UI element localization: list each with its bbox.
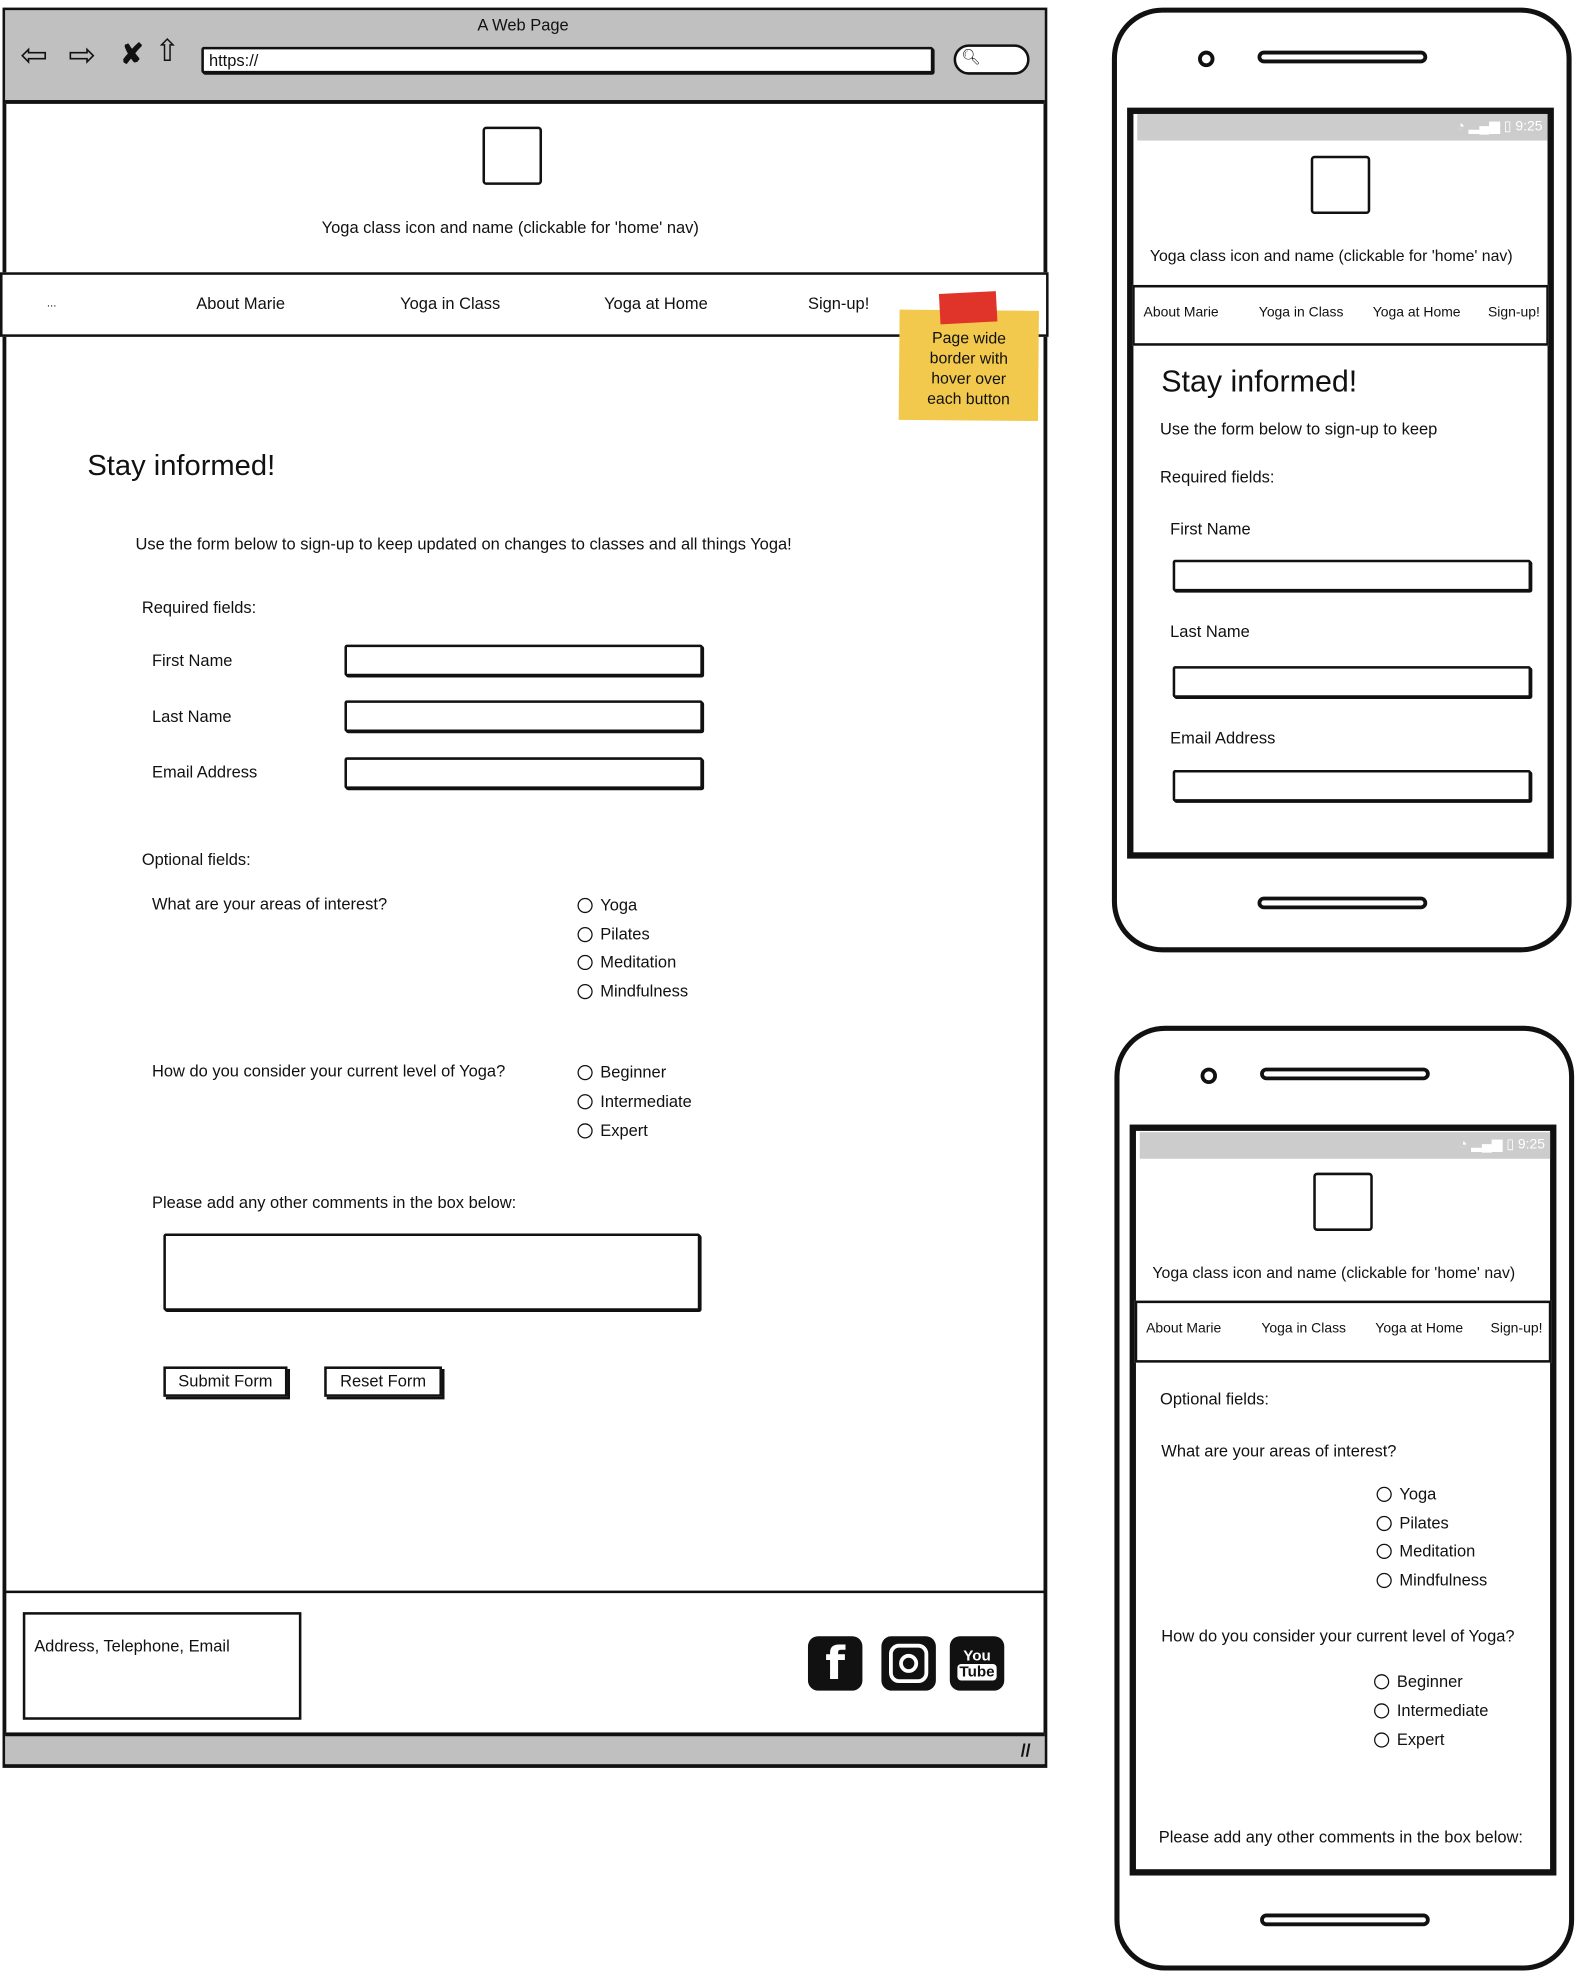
sticky-note — [899, 310, 1039, 421]
level-question: How do you consider your current level of Yoga? — [151, 1061, 506, 1081]
wifi-signal-battery-icons: ◔ ▂▄▆ ▯ — [1456, 119, 1516, 135]
status-bar: ◔ ▂▄▆ ▯ 9:25 — [1137, 114, 1547, 141]
first-name-input[interactable] — [344, 645, 702, 677]
reset-form-button[interactable]: Reset Form — [324, 1366, 442, 1396]
home-icon[interactable]: ⇧ — [154, 34, 180, 69]
search-icon: 🔍︎ — [961, 48, 981, 66]
mobile-email-input[interactable] — [1173, 770, 1531, 802]
footer-divider — [5, 1591, 1045, 1594]
mobile-nav-bar — [1135, 1301, 1552, 1363]
site-logo[interactable] — [482, 127, 542, 185]
email-input[interactable] — [344, 757, 702, 789]
comments-label: Please add any other comments in the box below: — [151, 1192, 517, 1212]
first-name-label: First Name — [151, 650, 233, 670]
page-heading: Stay informed! — [87, 448, 276, 482]
nav-bar — [0, 272, 1049, 337]
mobile-nav-yoga-in-class[interactable]: Yoga in Class — [1258, 305, 1344, 321]
sticky-note-text: Page wide border with hover over each button — [927, 328, 1010, 409]
last-name-input[interactable] — [344, 700, 702, 732]
mobile-level-radio-beginner[interactable]: Beginner — [1374, 1672, 1463, 1691]
url-bar[interactable]: https:// — [201, 47, 933, 74]
stop-icon[interactable]: ✘ — [120, 37, 144, 70]
comments-textarea[interactable] — [163, 1233, 700, 1310]
mobile-first-name-input[interactable] — [1173, 560, 1531, 592]
mobile-nav-yoga-at-home[interactable]: Yoga at Home — [1372, 305, 1461, 321]
status-bar: ◔ ▂▄▆ ▯ 9:25 — [1140, 1132, 1550, 1159]
mobile-first-name-label: First Name — [1170, 519, 1251, 539]
mobile-site-logo[interactable] — [1313, 1173, 1373, 1231]
phone-camera-icon — [1198, 51, 1214, 67]
mobile-site-logo[interactable] — [1311, 156, 1371, 214]
mobile-nav-about-marie[interactable]: About Marie — [1143, 305, 1219, 321]
email-label: Email Address — [151, 762, 258, 782]
mobile-nav-yoga-at-home[interactable]: Yoga at Home — [1375, 1320, 1464, 1337]
back-icon[interactable]: ⇦ — [20, 35, 48, 74]
mobile-level-radio-intermediate[interactable]: Intermediate — [1374, 1701, 1488, 1720]
interest-radio-mindfulness[interactable]: Mindfulness — [577, 981, 688, 1000]
mobile-email-label: Email Address — [1170, 728, 1276, 748]
mobile-page-heading: Stay informed! — [1161, 364, 1358, 399]
interest-radio-yoga[interactable]: Yoga — [577, 895, 637, 914]
mobile-nav-sign-up[interactable]: Sign-up! — [1488, 305, 1540, 321]
mobile-nav-about-marie[interactable]: About Marie — [1146, 1320, 1222, 1337]
mobile-interest-radio-pilates[interactable]: Pilates — [1377, 1513, 1449, 1532]
optional-fields-label: Optional fields: — [141, 849, 251, 869]
nav-sign-up[interactable]: Sign-up! — [807, 293, 870, 313]
phone-speaker-icon — [1258, 51, 1428, 64]
mobile-site-title[interactable]: Yoga class icon and name (clickable for 'home' nav) — [1149, 246, 1513, 265]
interest-radio-pilates[interactable]: Pilates — [577, 924, 649, 943]
mobile-nav-sign-up[interactable]: Sign-up! — [1490, 1320, 1543, 1337]
submit-form-button[interactable]: Submit Form — [163, 1366, 287, 1396]
mobile-interest-question: What are your areas of interest? — [1161, 1441, 1397, 1461]
phone-speaker-icon — [1260, 1068, 1430, 1081]
interest-radio-meditation[interactable]: Meditation — [577, 952, 676, 971]
level-radio-expert[interactable]: Expert — [577, 1121, 647, 1140]
forward-icon[interactable]: ⇨ — [68, 35, 96, 74]
mobile-nav-yoga-in-class[interactable]: Yoga in Class — [1261, 1320, 1347, 1337]
mobile-comments-label: Please add any other comments in the box below: — [1158, 1827, 1524, 1847]
browser-statusbar — [5, 1732, 1045, 1764]
mobile-interest-radio-mindfulness[interactable]: Mindfulness — [1377, 1570, 1488, 1589]
mobile-level-radio-expert[interactable]: Expert — [1374, 1730, 1444, 1749]
phone-camera-icon — [1201, 1068, 1217, 1084]
mobile-interest-radio-meditation[interactable]: Meditation — [1377, 1541, 1476, 1560]
phone-home-button[interactable] — [1260, 1914, 1430, 1927]
resize-handle-icon[interactable]: // — [1020, 1740, 1031, 1761]
mobile-last-name-label: Last Name — [1170, 621, 1250, 641]
required-fields-label: Required fields: — [141, 597, 257, 617]
nav-about-marie[interactable]: About Marie — [196, 293, 286, 313]
phone-screen-2 — [1130, 1125, 1557, 1876]
mobile-site-title[interactable]: Yoga class icon and name (clickable for 'home' nav) — [1152, 1263, 1516, 1282]
level-radio-beginner[interactable]: Beginner — [577, 1063, 666, 1082]
mobile-optional-fields-label: Optional fields: — [1160, 1389, 1269, 1409]
nav-yoga-at-home[interactable]: Yoga at Home — [604, 293, 708, 313]
browser-title: A Web Page — [477, 15, 569, 35]
phone-home-button[interactable] — [1258, 897, 1428, 910]
last-name-label: Last Name — [151, 706, 232, 726]
nav-ellipsis: ... — [46, 296, 57, 310]
wifi-signal-battery-icons: ◔ ▂▄▆ ▯ — [1458, 1137, 1518, 1153]
youtube-icon[interactable]: You Tube — [950, 1636, 1004, 1690]
sticky-tape — [939, 291, 998, 324]
mobile-level-question: How do you consider your current level of Yoga? — [1161, 1626, 1515, 1646]
facebook-icon[interactable]: f — [808, 1636, 862, 1690]
footer-contact-box: Address, Telephone, Email — [23, 1612, 302, 1720]
nav-yoga-in-class[interactable]: Yoga in Class — [400, 293, 501, 313]
mobile-page-description: Use the form below to sign-up to keep — [1160, 419, 1438, 439]
search-button[interactable] — [954, 44, 1030, 74]
mobile-required-fields-label: Required fields: — [1160, 467, 1275, 487]
instagram-icon[interactable] — [881, 1636, 935, 1690]
site-title[interactable]: Yoga class icon and name (clickable for 'home' nav) — [321, 217, 699, 237]
mobile-last-name-input[interactable] — [1173, 666, 1531, 698]
mobile-interest-radio-yoga[interactable]: Yoga — [1377, 1484, 1437, 1503]
level-radio-intermediate[interactable]: Intermediate — [577, 1092, 691, 1111]
interest-question: What are your areas of interest? — [151, 894, 388, 914]
mobile-nav-bar — [1132, 285, 1549, 346]
page-description: Use the form below to sign-up to keep updated on changes to classes and all things Yoga! — [135, 534, 792, 554]
